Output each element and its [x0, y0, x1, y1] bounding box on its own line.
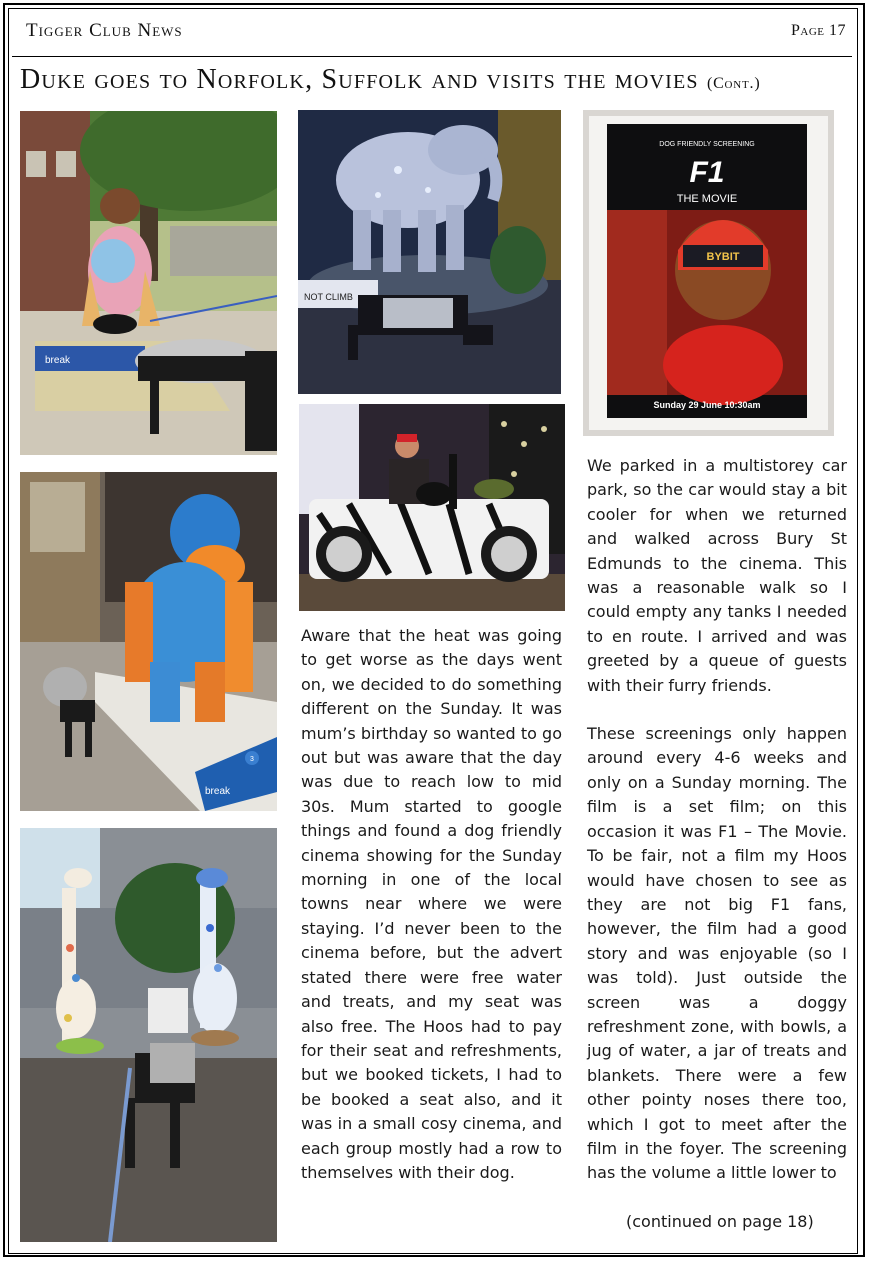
- body-column-right: [587, 454, 847, 1186]
- photo-rhino-sculpture: [20, 111, 277, 455]
- body-column-middle: [301, 624, 562, 1185]
- article-title-text: Duke goes to Norfolk, Suffolk and visits the movies: [20, 64, 699, 95]
- newsletter-name: Tigger Club News: [26, 20, 183, 41]
- sign2-badge: 3: [250, 756, 254, 763]
- article-title-suffix: (Cont.): [706, 75, 761, 92]
- page-number: Page 17: [790, 22, 846, 39]
- body-paragraph-parking: We parked in a multistorey car park, so the car would stay a bit cooler for when we returned and walked across Bury St Edmunds to the cinema. This was a reasonable walk so I could empty any tanks I needed to en route. I arrived and was greeted by a queue of guests with their furry friends.: [587, 456, 847, 695]
- poster-helmet-text: BYBIT: [706, 251, 740, 263]
- photo-gorilla-sculpture: [20, 472, 277, 811]
- article-title: [20, 64, 850, 96]
- sign-label: break: [45, 355, 71, 366]
- photo-zebra-jeep: [299, 404, 565, 611]
- body-paragraph-screenings: These screenings only happen around every 4-6 weeks and only on a Sunday morning. The film is a set film; on this occasion it was F1 – The Movie. To be fair, not a film my Hoos would have chosen to see as they are not big F1 fans, however, the film had a good story and was enjoyable (so I was told). Just outside the screen was a doggy refreshment zone, with bowls, a jug of water, a jar of treats and blankets. There were a few other pointy noses there too, which I got to meet after the film in the foyer. The screening has the volume a little lower to: [587, 724, 847, 1183]
- poster-title: THE MOVIE: [676, 193, 738, 205]
- sign2-label: break: [205, 786, 231, 797]
- header-divider: [12, 56, 852, 57]
- elephant-sign-text: NOT CLIMB: [304, 292, 353, 302]
- continued-note: (continued on page 18): [626, 1212, 814, 1231]
- poster-logo: F1: [689, 156, 725, 189]
- paragraph-spacer: [587, 698, 847, 722]
- photo-giraffe-sculptures: [20, 828, 277, 1242]
- photo-elephant-sculpture: [298, 110, 561, 394]
- photo-f1-poster: [583, 110, 834, 436]
- poster-banner: DOG FRIENDLY SCREENING: [659, 141, 755, 148]
- body-paragraph-cinema: Aware that the heat was going to get worse as the days went on, we decided to do something different on the Sunday. It was mum’s birthday so wanted to go out but was aware that the day was due to reach low to mid 30s. Mum started to google things and found a dog friendly cinema showing for the Sunday morning in one of the local towns near where we were staying. I’d never been to the cinema before, but the advert stated there were free water and treats, and my seat was also free. The Hoos had to pay for their seat and refreshments, but we booked tickets, I had to be booked a seat also, and it was in a small cosy cinema, and each group mostly had a row to themselves with their dog.: [301, 626, 562, 1182]
- poster-date: Sunday 29 June 10:30am: [653, 400, 761, 410]
